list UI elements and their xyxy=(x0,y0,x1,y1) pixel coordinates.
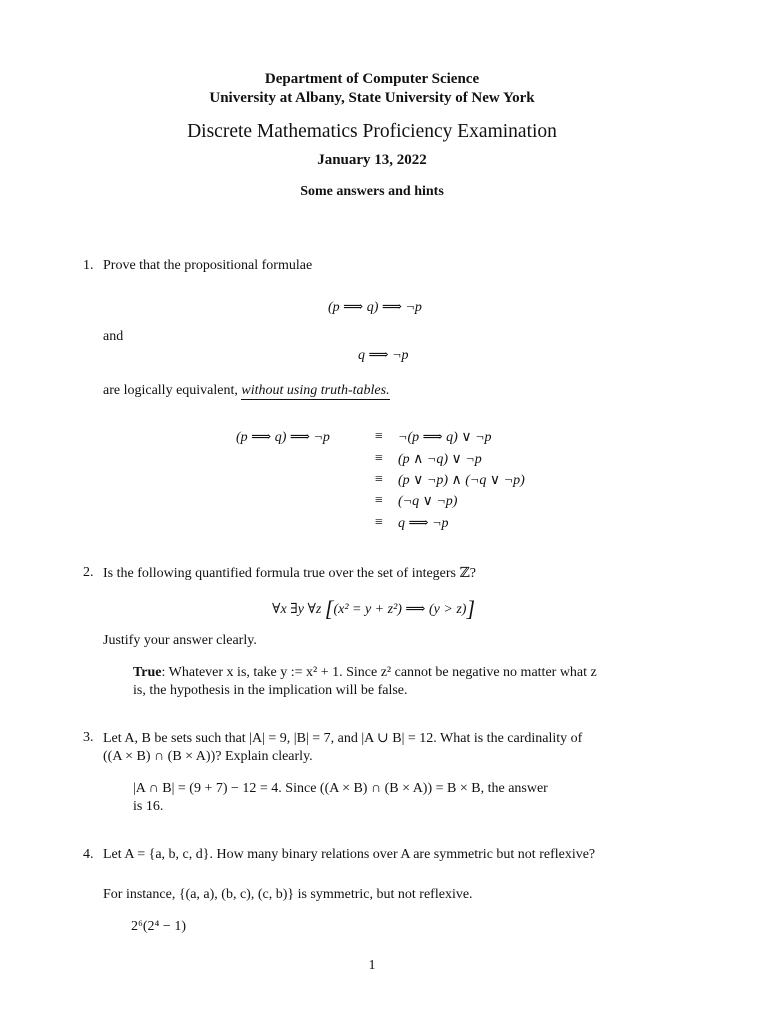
proof-step: (¬q ∨ ¬p) xyxy=(398,494,458,509)
without-truth-tables-emphasis: without using truth-tables. xyxy=(241,383,390,398)
question-3-answer-line-1: |A ∩ B| = (9 + 7) − 12 = 4. Since ((A × B) ∩ (B × A)) = B × B, the answer xyxy=(133,781,548,796)
question-4-number: 4. xyxy=(83,847,94,862)
equiv-symbol: ≡ xyxy=(375,515,383,530)
answer-verdict: True xyxy=(133,665,162,680)
proof-step: (p ∨ ¬p) ∧ (¬q ∨ ¬p) xyxy=(398,473,525,488)
formula-body: (x² = y + z²) ⟹ (y > z) xyxy=(333,602,467,617)
equiv-symbol: ≡ xyxy=(375,429,383,444)
equiv-symbol: ≡ xyxy=(375,493,383,508)
exam-title: Discrete Mathematics Proficiency Examination xyxy=(187,121,557,142)
question-3-number: 3. xyxy=(83,730,94,745)
exam-date: January 13, 2022 xyxy=(317,152,427,168)
question-1-formula-2: q ⟹ ¬p xyxy=(358,348,409,363)
quantifier-prefix: ∀x ∃y ∀z xyxy=(272,602,322,617)
proof-step: q ⟹ ¬p xyxy=(398,516,449,531)
question-1-and: and xyxy=(103,329,124,344)
question-2-formula xyxy=(272,596,475,622)
question-2-prompt: Is the following quantified formula true over the set of integers ℤ? xyxy=(103,566,476,581)
department-name: Department of Computer Science xyxy=(264,71,480,87)
question-3-answer-line-2: is 16. xyxy=(133,799,164,814)
question-4-prompt: Let A = {a, b, c, d}. How many binary relations over A are symmetric but not reflexive? xyxy=(103,847,596,862)
question-1-formula-1: (p ⟹ q) ⟹ ¬p xyxy=(328,300,422,315)
equivalence-prefix: are logically equivalent, xyxy=(103,383,238,398)
question-2-justify: Justify your answer clearly. xyxy=(103,633,257,648)
answer-explanation: : Whatever x is, take y := x² + 1. Since z² cannot be negative no matter what z xyxy=(161,665,597,680)
question-2-answer-line-1 xyxy=(133,665,597,681)
left-bracket: [ xyxy=(324,596,334,621)
question-2-number: 2. xyxy=(83,565,94,580)
question-1-equivalence-statement xyxy=(103,383,390,399)
question-4-instance: For instance, {(a, a), (b, c), (c, b)} is symmetric, but not reflexive. xyxy=(103,887,473,902)
equiv-symbol: ≡ xyxy=(375,451,383,466)
question-3-line-2: ((A × B) ∩ (B × A))? Explain clearly. xyxy=(103,749,313,764)
proof-step: (p ∧ ¬q) ∨ ¬p xyxy=(398,452,482,467)
question-3-line-1: Let A, B be sets such that |A| = 9, |B| = 7, and |A ∪ B| = 12. What is the cardinality of xyxy=(103,731,583,746)
university-name: University at Albany, State University of New York xyxy=(209,90,535,106)
document-subtitle: Some answers and hints xyxy=(300,184,444,199)
question-1-prompt: Prove that the propositional formulae xyxy=(103,258,313,273)
question-4-answer: 2⁶(2⁴ − 1) xyxy=(131,919,186,934)
right-bracket: ] xyxy=(466,596,475,621)
proof-step: ¬(p ⟹ q) ∨ ¬p xyxy=(398,430,492,445)
question-2-answer-line-2: is, the hypothesis in the implication will be false. xyxy=(133,683,408,698)
equiv-symbol: ≡ xyxy=(375,472,383,487)
page-number: 1 xyxy=(368,958,376,973)
proof-lhs: (p ⟹ q) ⟹ ¬p xyxy=(236,430,330,445)
question-1-number: 1. xyxy=(83,258,94,273)
